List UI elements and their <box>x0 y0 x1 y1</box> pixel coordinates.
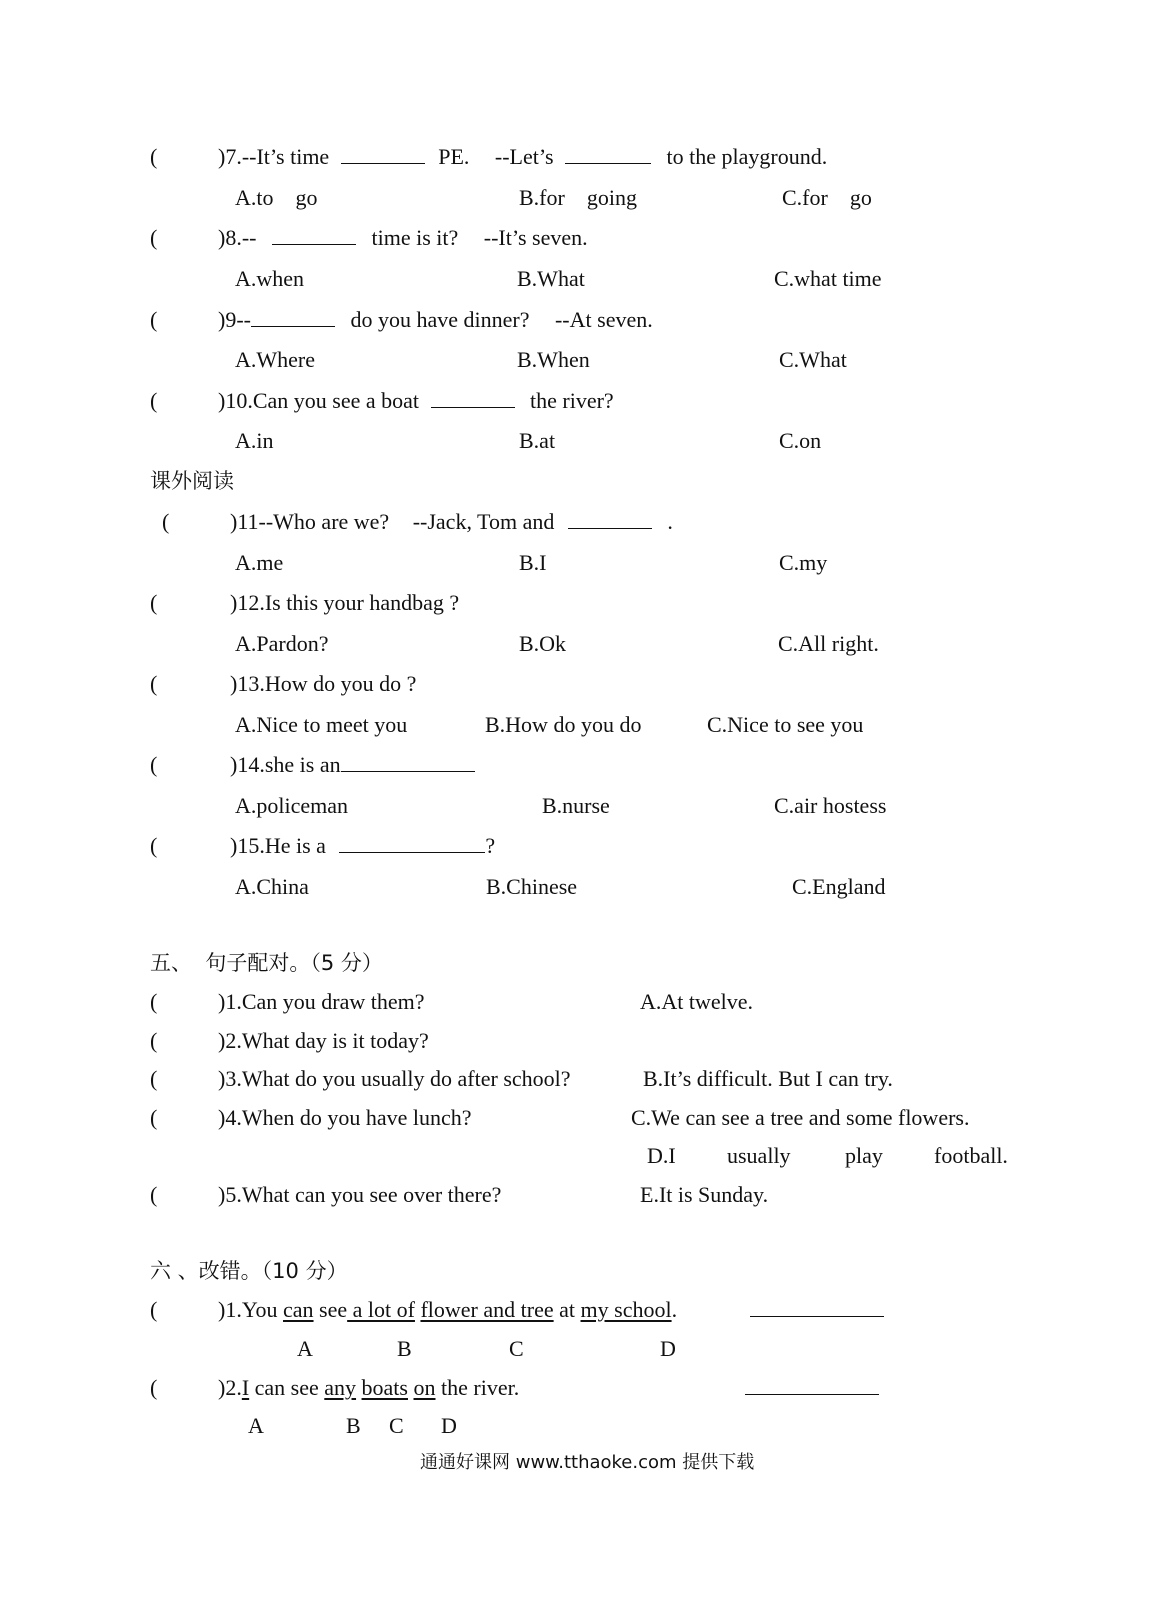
match-left-5: )5.What can you see over there? <box>218 1182 502 1207</box>
answer-paren: ( <box>150 1028 158 1053</box>
question-8-text: )8.-- time is it? --It’s seven. <box>218 225 588 250</box>
option-c: C.my <box>779 550 828 575</box>
blank[interactable] <box>341 753 475 772</box>
option-b: B.nurse <box>542 793 610 818</box>
option-a: A.policeman <box>235 793 349 818</box>
match-right-d-3: play <box>845 1143 883 1168</box>
blank[interactable] <box>565 145 651 164</box>
option-b: B.When <box>517 347 590 372</box>
answer-paren: ( <box>150 590 158 615</box>
match-right-b: B.It’s difficult. But I can try. <box>643 1066 893 1091</box>
option-a: A.Nice to meet you <box>235 712 408 737</box>
label-a: A <box>297 1336 313 1361</box>
option-c: C.England <box>792 874 886 899</box>
label-a: A <box>248 1413 264 1438</box>
blank[interactable] <box>251 308 335 327</box>
footer-credit: 通通好课网 www.tthaoke.com 提供下载 <box>420 1452 755 1473</box>
option-a: A.to go <box>235 185 318 210</box>
option-b: B.I <box>519 550 547 575</box>
answer-paren: ( <box>150 833 158 858</box>
question-9-text: )9-- do you have dinner? --At seven. <box>218 307 653 332</box>
option-a: A.when <box>235 266 305 291</box>
answer-paren: ( <box>162 509 170 534</box>
question-13-text: )13.How do you do ? <box>230 671 417 696</box>
underlined-word-a: I <box>241 1375 250 1400</box>
answer-paren: ( <box>150 225 158 250</box>
section-6-title: 六 、改错。（10 分） <box>150 1259 348 1283</box>
match-right-d-4: football. <box>934 1143 1008 1168</box>
answer-paren: ( <box>150 1105 158 1130</box>
match-right-d-1: D.I <box>647 1143 676 1168</box>
option-a: A.in <box>235 428 274 453</box>
answer-paren: ( <box>150 671 158 696</box>
match-right-c: C.We can see a tree and some flowers. <box>631 1105 970 1130</box>
label-c: C <box>509 1336 524 1361</box>
answer-paren: ( <box>150 989 158 1014</box>
underlined-word-d: my school <box>580 1297 672 1322</box>
match-left-2: )2.What day is it today? <box>218 1028 429 1053</box>
answer-paren: ( <box>150 1297 158 1322</box>
option-a: A.Pardon? <box>235 631 329 656</box>
section-heading: 课外阅读 <box>150 469 234 493</box>
option-c: C.air hostess <box>774 793 887 818</box>
question-12-text: )12.Is this your handbag ? <box>230 590 460 615</box>
match-right-d-2: usually <box>727 1143 791 1168</box>
question-15-text: )15.He is a ? <box>230 833 496 858</box>
label-c: C <box>389 1413 404 1438</box>
option-c: C.for go <box>782 185 872 210</box>
underlined-word-a: can <box>283 1297 314 1322</box>
section-5-title: 五、 句子配对。（5 分） <box>150 951 383 975</box>
option-c: C.What <box>779 347 847 372</box>
option-b: B.How do you do <box>485 712 642 737</box>
error-question-2: )2.I can see any boats on the river. <box>218 1375 520 1400</box>
answer-paren: ( <box>150 144 158 169</box>
answer-paren: ( <box>150 307 158 332</box>
answer-paren: ( <box>150 1182 158 1207</box>
correction-blank[interactable] <box>750 1297 884 1323</box>
answer-paren: ( <box>150 1066 158 1091</box>
blank[interactable] <box>272 226 356 245</box>
label-d: D <box>441 1413 457 1438</box>
correction-blank[interactable] <box>745 1375 879 1401</box>
match-right-a: A.At twelve. <box>640 989 754 1014</box>
option-b: B.at <box>519 428 556 453</box>
question-10-text: )10.Can you see a boat the river? <box>218 388 614 413</box>
underlined-word-b: a lot of <box>347 1297 415 1322</box>
label-b: B <box>397 1336 412 1361</box>
match-left-3: )3.What do you usually do after school? <box>218 1066 571 1091</box>
label-b: B <box>346 1413 361 1438</box>
option-c: C.All right. <box>778 631 879 656</box>
label-d: D <box>660 1336 676 1361</box>
option-b: B.What <box>517 266 585 291</box>
blank[interactable] <box>339 834 485 853</box>
underlined-word-d: on <box>413 1375 436 1400</box>
question-11-text: )11--Who are we? --Jack, Tom and . <box>230 509 673 534</box>
match-right-e: E.It is Sunday. <box>640 1182 769 1207</box>
option-b: B.Chinese <box>486 874 578 899</box>
underlined-word-b: any <box>324 1375 357 1400</box>
answer-paren: ( <box>150 388 158 413</box>
question-7 <box>150 144 157 170</box>
option-a: A.China <box>235 874 309 899</box>
error-question-1: )1.You can see a lot of flower and tree at my school. <box>218 1297 678 1322</box>
option-c: C.on <box>779 428 822 453</box>
underlined-word-c: boats <box>361 1375 408 1400</box>
option-a: A.me <box>235 550 284 575</box>
option-b: B.Ok <box>519 631 567 656</box>
option-b: B.for going <box>519 185 637 210</box>
option-a: A.Where <box>235 347 316 372</box>
match-left-1: )1.Can you draw them? <box>218 989 425 1014</box>
answer-paren: ( <box>150 752 158 777</box>
question-7-text: )7.--It’s time PE. --Let’s to the playground. <box>218 144 828 169</box>
blank[interactable] <box>568 510 652 529</box>
answer-paren: ( <box>150 1375 158 1400</box>
underlined-word-c: flower and tree <box>420 1297 554 1322</box>
blank[interactable] <box>341 145 425 164</box>
blank[interactable] <box>431 389 515 408</box>
match-left-4: )4.When do you have lunch? <box>218 1105 472 1130</box>
question-14-text: )14.she is an <box>230 752 475 778</box>
option-c: C.Nice to see you <box>707 712 864 737</box>
option-c: C.what time <box>774 266 882 291</box>
